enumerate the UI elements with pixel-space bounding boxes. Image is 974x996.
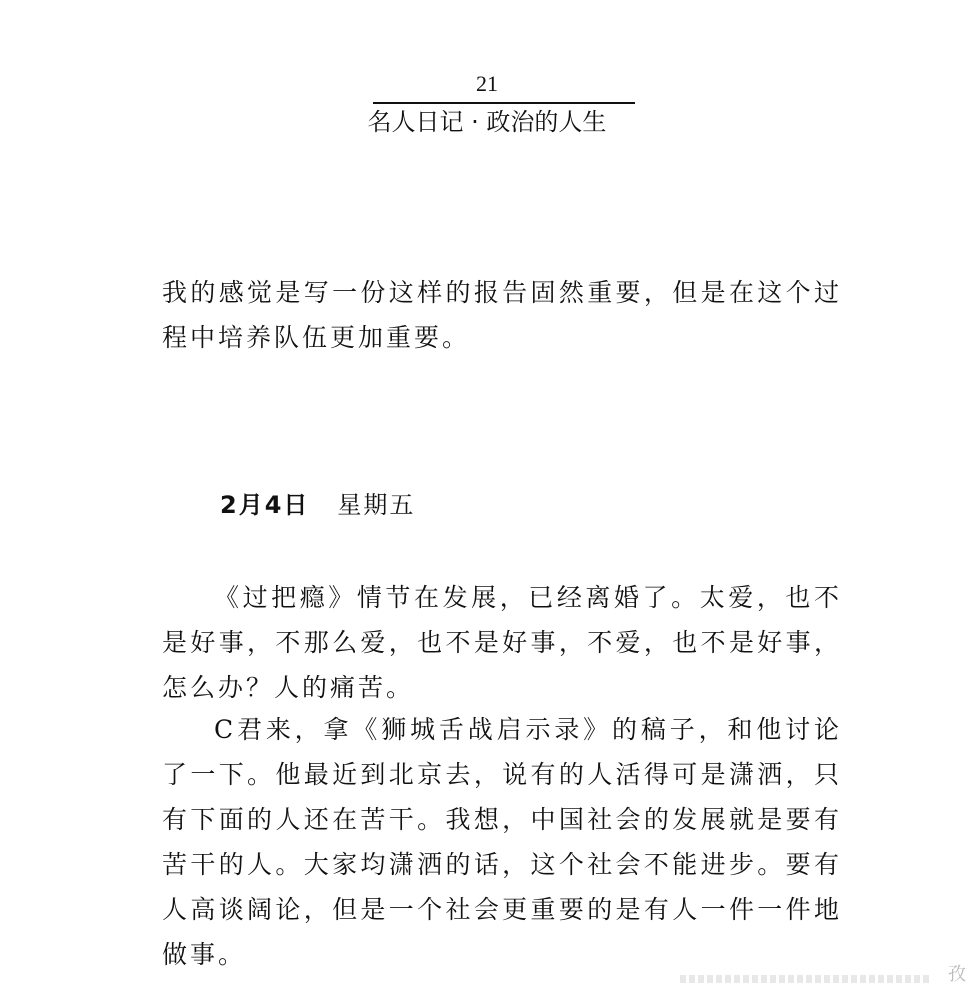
paragraph-intro: 我的感觉是写一份这样的报告固然重要，但是在这个过程中培养队伍更加重要。 (162, 278, 842, 352)
watermark-text: 孜 (948, 964, 966, 985)
entry-date: 2月4日 (220, 491, 310, 519)
diary-entry-heading (220, 488, 415, 522)
entry-paragraph-2: C君来，拿《狮城舌战启示录》的稿子，和他讨论了一下。他最近到北京去，说有的人活得可是潇洒，只有下面的人还在苦干。我想，中国社会的发展就是要有苦干的人。大家均潇洒的话，这个社会不能进步。要有人高谈阔论，但是一个社会更重要的是有人一件一件地做事。 (162, 715, 842, 969)
page-number: 21 (476, 71, 498, 96)
page-header (0, 70, 974, 136)
scan-artifact (680, 975, 930, 983)
entry-weekday: 星期五 (337, 491, 416, 519)
running-title: 名人日记 · 政治的人生 (367, 108, 607, 136)
header-rule (373, 102, 635, 104)
entry-paragraph-1: 《过把瘾》情节在发展，已经离婚了。太爱，也不是好事，不那么爱，也不是好事，不爱，也不是好事，怎么办？人的痛苦。 (162, 583, 842, 702)
